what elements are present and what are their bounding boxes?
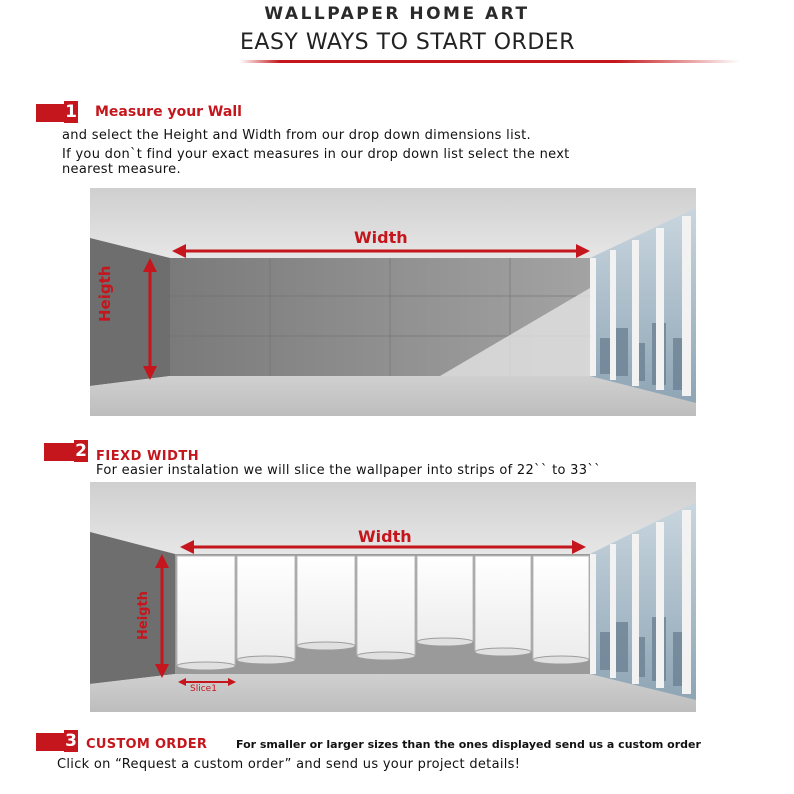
step-1-line-3: nearest measure.: [62, 162, 181, 177]
title-underline: [240, 60, 740, 63]
room-diagram-measure: [90, 188, 696, 416]
step-1-badge: [36, 101, 76, 123]
step-2-title: FIEXD WIDTH: [96, 449, 200, 464]
width-label-1: Width: [354, 228, 408, 247]
step-3-badge: [36, 730, 78, 752]
step-3-title: CUSTOM ORDER: [86, 737, 208, 752]
brand-title: WALLPAPER HOME ART: [264, 4, 530, 24]
page-title: EASY WAYS TO START ORDER: [240, 30, 575, 55]
floor: [90, 674, 696, 712]
slice-label: Slice1: [190, 684, 217, 694]
width-label-2: Width: [358, 527, 412, 546]
height-label-1: Heigth: [96, 265, 114, 322]
room-diagram-strips: [90, 482, 696, 712]
step-1-title: Measure your Wall: [95, 104, 242, 120]
step-3-inline-text: For smaller or larger sizes than the ones displayed send us a custom order: [236, 738, 701, 751]
step-1-line-2: If you don`t find your exact measures in our drop down list select the next: [62, 147, 570, 162]
step-1-line-1: and select the Height and Width from our drop down dimensions list.: [62, 128, 531, 143]
step-3-number: 3: [65, 731, 77, 751]
step-2-badge: [44, 440, 88, 462]
step-3-line-1: Click on “Request a custom order” and send us your project details!: [57, 757, 521, 772]
height-label-2: Heigth: [136, 591, 151, 640]
floor: [90, 376, 696, 416]
step-2-line-1: For easier instalation we will slice the wallpaper into strips of 22`` to 33``: [96, 463, 601, 478]
step-1-number: 1: [65, 102, 77, 122]
step-2-number: 2: [75, 441, 87, 461]
